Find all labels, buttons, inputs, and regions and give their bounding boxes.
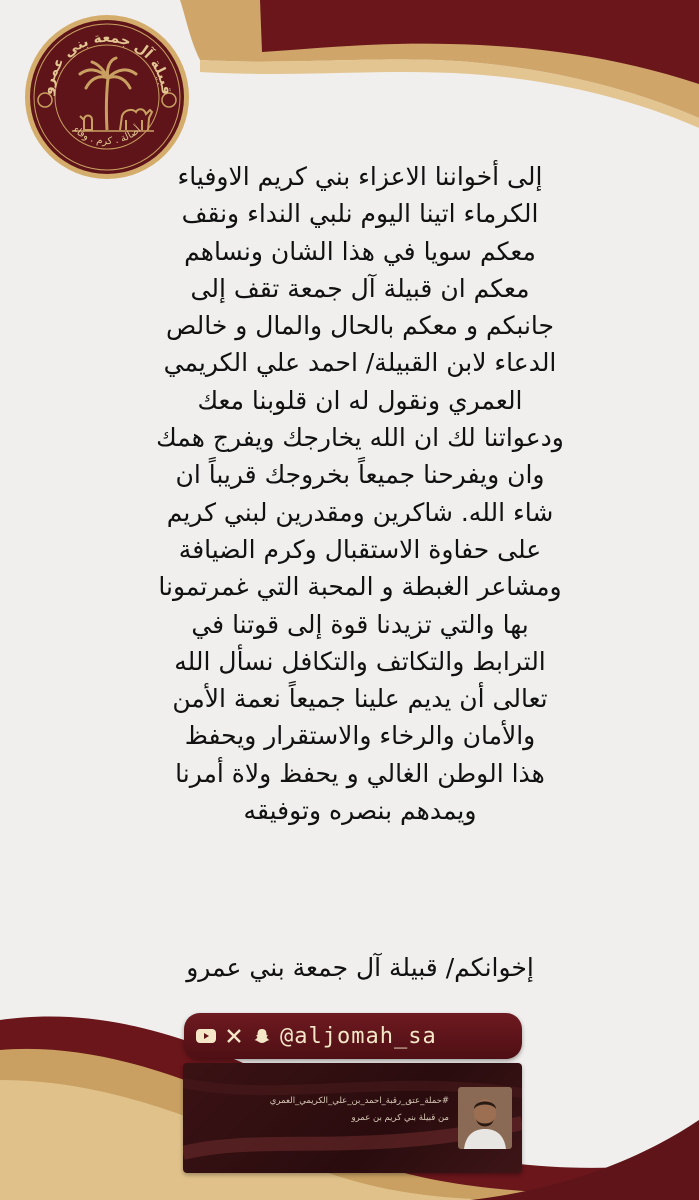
logo-arc-text: قبيلة آل جمعة بني عمرو bbox=[39, 29, 175, 96]
letter-line: الترابط والتكاتف والتكافل نسأل الله bbox=[174, 646, 546, 676]
campaign-hashtag: #حملة_عتق_رقبة_احمد_بن_علي_الكريمي_العمري bbox=[269, 1096, 449, 1106]
letter-line: ودعواتنا لك ان الله يخارجك ويفرج همك bbox=[156, 423, 564, 453]
letter-line: الدعاء لابن القبيلة/ احمد علي الكريمي bbox=[163, 348, 557, 378]
campaign-text bbox=[193, 1093, 449, 1127]
logo-tagline: أصالة . كرم . وفاء bbox=[70, 124, 144, 148]
snapchat-icon[interactable] bbox=[252, 1026, 272, 1046]
social-handle[interactable]: @aljomah_sa bbox=[280, 1023, 437, 1049]
letter-line: بها والتي تزيدنا قوة إلى قوتنا في bbox=[191, 609, 529, 639]
letter-signature: إخوانكم/ قبيلة آل جمعة بني عمرو bbox=[186, 953, 534, 982]
social-handle-bar[interactable] bbox=[184, 1013, 522, 1059]
letter-line: العمري ونقول له ان قلوبنا معك bbox=[197, 385, 523, 415]
tribe-logo bbox=[22, 12, 192, 182]
campaign-subline: من قبيلة بني كريم بن عمرو bbox=[351, 1113, 449, 1123]
letter-line: والأمان والرخاء والاستقرار ويحفظ bbox=[184, 721, 536, 751]
letter-line: ويمدهم بنصره وتوفيقه bbox=[243, 796, 477, 826]
letter-body bbox=[80, 158, 640, 829]
portrait-photo bbox=[458, 1087, 512, 1149]
letter-line: على حفاوة الاستقبال وكرم الضيافة bbox=[178, 534, 542, 564]
letter-line: ومشاعر الغبطة و المحبة التي غمرتمونا bbox=[158, 572, 562, 602]
x-icon[interactable] bbox=[224, 1026, 244, 1046]
letter-line: تعالى أن يديم علينا جميعاً نعمة الأمن bbox=[172, 684, 548, 714]
letter-line: شاء الله. شاكرين ومقدرين لبني كريم bbox=[166, 497, 554, 527]
campaign-card bbox=[183, 1063, 522, 1173]
letter-line: وان ويفرحنا جميعاً بخروجك قريباً ان bbox=[175, 460, 545, 490]
letter-line: جانبكم و معكم بالحال والمال و خالص bbox=[165, 311, 555, 341]
letter-line: إلى أخواننا الاعزاء بني كريم الاوفياء bbox=[177, 162, 543, 191]
letter-line: الكرماء اتينا اليوم نلبي النداء ونقف bbox=[181, 199, 539, 229]
letter-line: هذا الوطن الغالي و يحفظ ولاة أمرنا bbox=[175, 758, 545, 788]
letter-line: معكم سويا في هذا الشان ونساهم bbox=[184, 236, 536, 266]
youtube-icon[interactable] bbox=[196, 1026, 216, 1046]
letter-line: معكم ان قبيلة آل جمعة تقف إلى bbox=[190, 273, 530, 303]
